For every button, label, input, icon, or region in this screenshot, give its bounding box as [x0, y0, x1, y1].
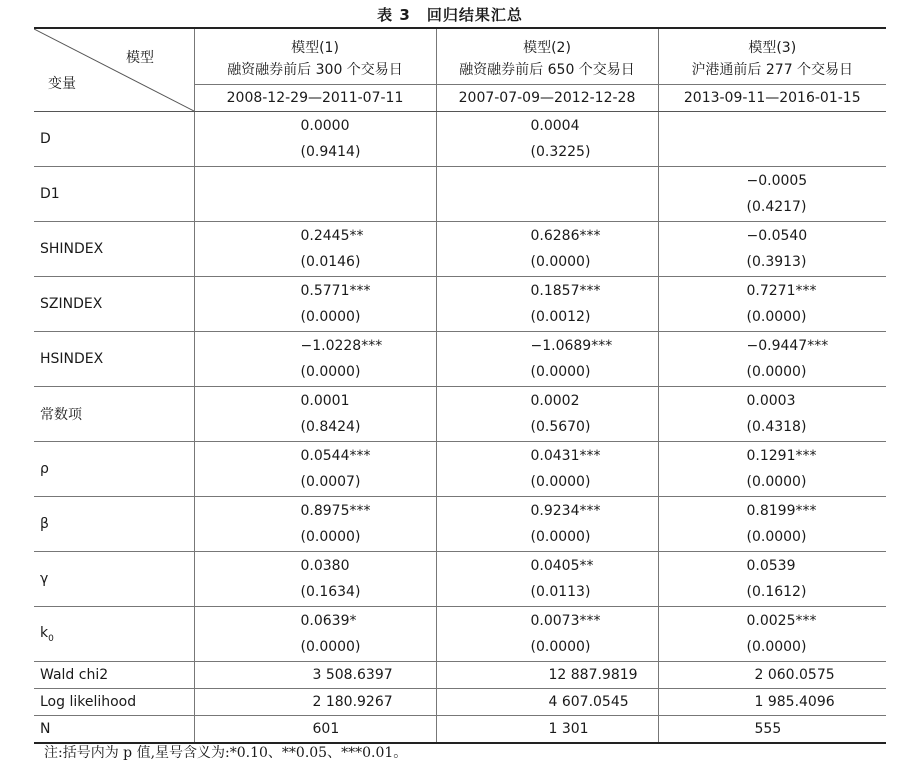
- model-1-header: [194, 28, 436, 85]
- p-value: (0.0000): [530, 529, 591, 545]
- coefficient: 0.0004: [530, 118, 580, 134]
- coefficient: 0.2445**: [300, 228, 364, 244]
- p-value: (0.8424): [300, 419, 361, 435]
- p-value: (0.0000): [300, 309, 361, 325]
- model-1-cell: [194, 167, 436, 222]
- model-2-desc: 融资融券前后 650 个交易日: [459, 61, 635, 78]
- p-value: (0.0000): [746, 529, 807, 545]
- model-3-cell: [658, 552, 886, 607]
- variable-label: SZINDEX: [40, 296, 103, 312]
- model-3-cell: [658, 387, 886, 442]
- variable-subscript: 0: [48, 633, 54, 644]
- variable-label: k: [40, 624, 49, 641]
- variable-label: HSINDEX: [40, 351, 104, 367]
- model-2-cell: [436, 552, 658, 607]
- model-3-cell: [658, 277, 886, 332]
- regression-table: [34, 27, 886, 744]
- stat-value-model-3: 2 060.0575: [658, 662, 886, 689]
- model-1-cell: [194, 387, 436, 442]
- coefficient: −0.9447***: [746, 338, 829, 354]
- model-3-header: [658, 28, 886, 85]
- model-2-header: [436, 28, 658, 85]
- variable-label: 常数项: [40, 407, 82, 423]
- coefficient: 0.0639*: [300, 613, 357, 629]
- model-2-cell: [436, 112, 658, 167]
- p-value: (0.1612): [746, 584, 807, 600]
- coefficient: 0.6286***: [530, 228, 601, 244]
- model-2-cell: [436, 277, 658, 332]
- p-value: (0.4318): [746, 419, 807, 435]
- table-row: [34, 497, 886, 552]
- coefficient: 0.0001: [300, 393, 350, 409]
- p-value: (0.0000): [300, 639, 361, 655]
- coefficient: 0.0073***: [530, 613, 601, 629]
- variable-label: γ: [40, 571, 49, 587]
- table-row: [34, 112, 886, 167]
- coefficient: 0.8199***: [746, 503, 817, 519]
- diagonal-line: [34, 29, 194, 111]
- coefficient: 0.7271***: [746, 283, 817, 299]
- model-1-cell: [194, 442, 436, 497]
- stat-value-model-2: 12 887.9819: [436, 662, 658, 689]
- variable-name: [34, 497, 194, 552]
- model-1-cell: [194, 497, 436, 552]
- table-row: [34, 552, 886, 607]
- coefficient: −0.0005: [746, 173, 808, 189]
- p-value: (0.0007): [300, 474, 361, 490]
- coefficient: 0.0000: [300, 118, 350, 134]
- variable-name: [34, 277, 194, 332]
- p-value: (0.3225): [530, 144, 591, 160]
- model-1-cell: [194, 222, 436, 277]
- coefficient: 0.0405**: [530, 558, 594, 574]
- variable-name: [34, 552, 194, 607]
- coefficient: −1.0689***: [530, 338, 613, 354]
- coefficient: 0.8975***: [300, 503, 371, 519]
- p-value: (0.0012): [530, 309, 591, 325]
- model-1-period: 2008-12-29—2011-07-11: [194, 85, 436, 112]
- stat-value-model-3: 555: [658, 716, 886, 744]
- variable-name: [34, 222, 194, 277]
- stat-value-model-1: 601: [194, 716, 436, 744]
- coefficient: 0.0431***: [530, 448, 601, 464]
- p-value: (0.0000): [746, 309, 807, 325]
- model-3-cell: [658, 607, 886, 662]
- table-row: [34, 387, 886, 442]
- model-2-cell: [436, 497, 658, 552]
- coefficient: 0.0544***: [300, 448, 371, 464]
- model-3-period: 2013-09-11—2016-01-15: [658, 85, 886, 112]
- variable-header-label: 变量: [48, 76, 76, 92]
- p-value: (0.1634): [300, 584, 361, 600]
- p-value: (0.0146): [300, 254, 361, 270]
- p-value: (0.9414): [300, 144, 361, 160]
- p-value: (0.0000): [530, 254, 591, 270]
- stat-name: N: [34, 716, 194, 744]
- table-row: [34, 222, 886, 277]
- p-value: (0.0000): [530, 474, 591, 490]
- p-value: (0.3913): [746, 254, 807, 270]
- model-1-cell: [194, 552, 436, 607]
- coefficient: −0.0540: [746, 228, 808, 244]
- stat-name: Wald chi2: [34, 662, 194, 689]
- stat-value-model-3: 1 985.4096: [658, 689, 886, 716]
- model-1-cell: [194, 112, 436, 167]
- stat-value-model-1: 3 508.6397: [194, 662, 436, 689]
- coefficient: 0.0002: [530, 393, 580, 409]
- table-row: [34, 167, 886, 222]
- model-2-name: 模型(2): [523, 39, 571, 56]
- p-value: (0.0113): [530, 584, 591, 600]
- model-2-cell: [436, 332, 658, 387]
- coefficient: 0.1857***: [530, 283, 601, 299]
- model-3-cell: [658, 332, 886, 387]
- table-row: [34, 277, 886, 332]
- model-3-cell: [658, 222, 886, 277]
- model-3-cell: [658, 167, 886, 222]
- stat-row: [34, 662, 886, 689]
- variable-name: [34, 387, 194, 442]
- p-value: (0.5670): [530, 419, 591, 435]
- stat-value-model-2: 1 301: [436, 716, 658, 744]
- table-row: [34, 332, 886, 387]
- model-2-period: 2007-07-09—2012-12-28: [436, 85, 658, 112]
- model-3-cell: [658, 497, 886, 552]
- p-value: (0.0000): [300, 364, 361, 380]
- corner-header: [34, 28, 194, 112]
- stat-name: Log likelihood: [34, 689, 194, 716]
- model-3-cell: [658, 442, 886, 497]
- stat-row: [34, 689, 886, 716]
- model-1-cell: [194, 332, 436, 387]
- coefficient: 0.0003: [746, 393, 796, 409]
- model-3-desc: 沪港通前后 277 个交易日: [691, 61, 854, 78]
- model-1-cell: [194, 277, 436, 332]
- model-2-cell: [436, 387, 658, 442]
- variable-name: [34, 112, 194, 167]
- variable-name: [34, 442, 194, 497]
- p-value: (0.0000): [746, 364, 807, 380]
- header-row-models: [34, 28, 886, 85]
- model-1-cell: [194, 607, 436, 662]
- coefficient: 0.1291***: [746, 448, 817, 464]
- table-row: [34, 607, 886, 662]
- variable-name: [34, 167, 194, 222]
- variable-name: [34, 607, 194, 662]
- stat-row: [34, 716, 886, 744]
- coefficient: 0.0380: [300, 558, 350, 574]
- variable-label: ρ: [40, 461, 49, 477]
- model-1-desc: 融资融券前后 300 个交易日: [227, 61, 403, 78]
- p-value: (0.0000): [746, 474, 807, 490]
- variable-name: [34, 332, 194, 387]
- model-3-cell: [658, 112, 886, 167]
- table-title: 表 3 回归结果汇总: [377, 6, 523, 24]
- coefficient: 0.9234***: [530, 503, 601, 519]
- coefficient: 0.0025***: [746, 613, 817, 629]
- stat-value-model-1: 2 180.9267: [194, 689, 436, 716]
- model-header-label: 模型: [126, 50, 154, 66]
- p-value: (0.0000): [746, 639, 807, 655]
- p-value: (0.0000): [530, 639, 591, 655]
- p-value: (0.0000): [530, 364, 591, 380]
- coefficient: −1.0228***: [300, 338, 383, 354]
- model-1-name: 模型(1): [291, 39, 339, 56]
- stat-value-model-2: 4 607.0545: [436, 689, 658, 716]
- model-3-name: 模型(3): [748, 39, 797, 56]
- coefficient: 0.5771***: [300, 283, 371, 299]
- p-value: (0.4217): [746, 199, 807, 215]
- table-note: 注:括号内为 p 值,星号含义为:*0.10、**0.05、***0.01。: [44, 745, 408, 761]
- p-value: (0.0000): [300, 529, 361, 545]
- variable-label: D1: [40, 186, 60, 202]
- model-2-cell: [436, 442, 658, 497]
- variable-label: β: [40, 516, 49, 532]
- model-2-cell: [436, 607, 658, 662]
- variable-label: D: [40, 131, 51, 147]
- table-row: [34, 442, 886, 497]
- coefficient: 0.0539: [746, 558, 796, 574]
- model-2-cell: [436, 167, 658, 222]
- model-2-cell: [436, 222, 658, 277]
- variable-label: SHINDEX: [40, 241, 104, 257]
